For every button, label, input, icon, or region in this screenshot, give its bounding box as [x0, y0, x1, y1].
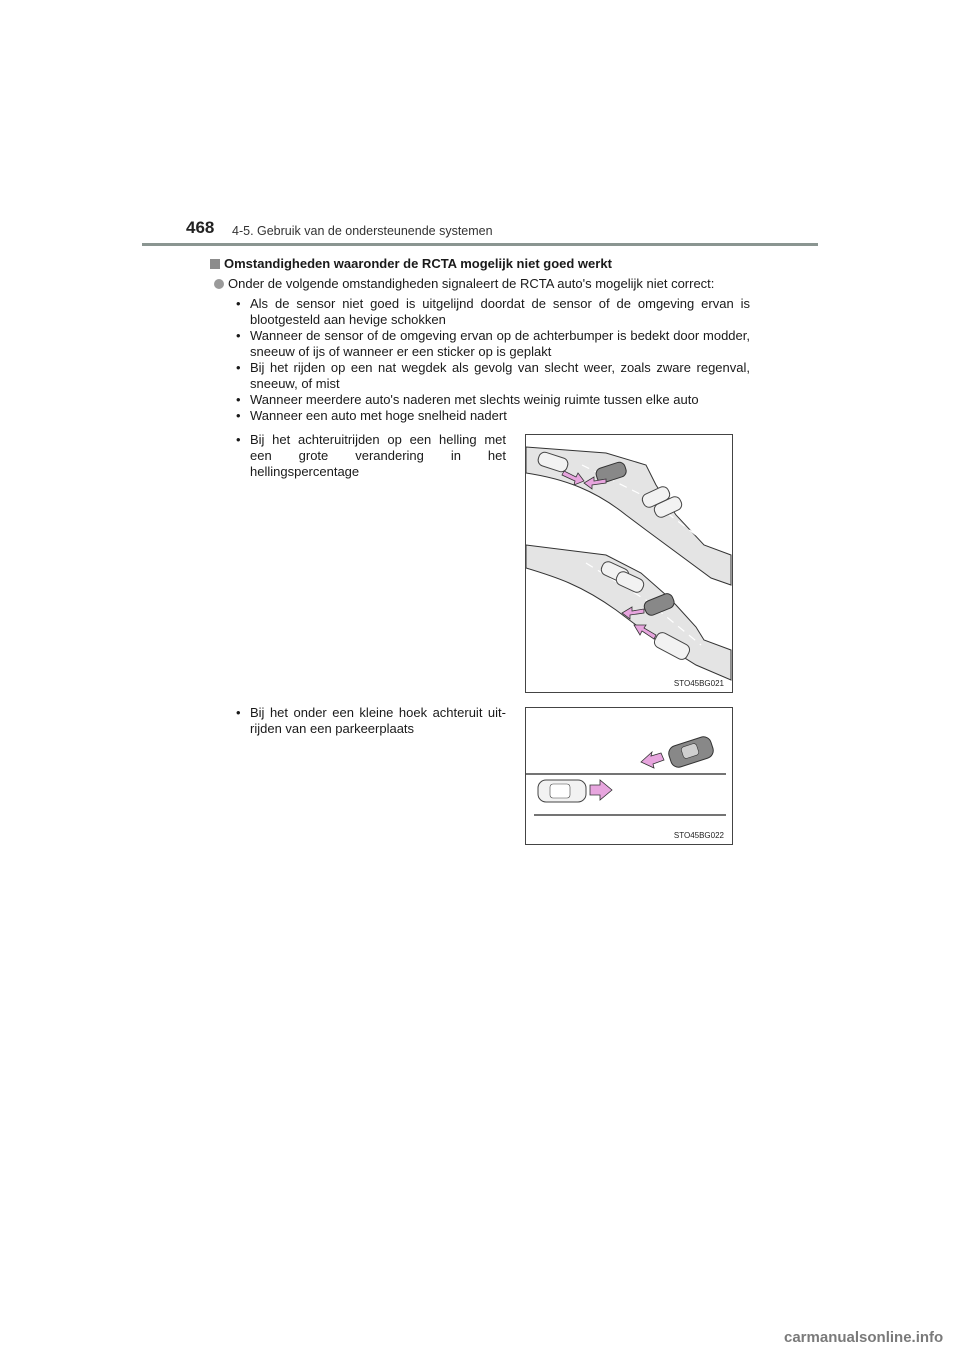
section-title: 4-5. Gebruik van de ondersteunende systemen: [232, 224, 493, 238]
figure-parking-illustration: [525, 707, 733, 845]
header-divider: [142, 243, 818, 246]
intro-text: Onder de volgende omstandigheden signaleert de RCTA auto's mogelijk niet correct:: [228, 276, 715, 291]
watermark: carmanualsonline.info: [784, 1329, 944, 1346]
square-bullet-icon: [210, 259, 220, 269]
list-item: • Wanneer de sensor of de omgeving ervan op de achterbumper is bedekt door modder, sneeuw of ijs of wanneer er een sticker op is geplakt: [236, 328, 750, 360]
figure-code: STO45BG021: [673, 679, 724, 688]
parking-drawing: [526, 708, 734, 846]
figure-code: STO45BG022: [673, 831, 724, 840]
arrow-icon: [590, 752, 664, 800]
condition-list: [236, 296, 750, 424]
figure-1-caption: [236, 432, 506, 480]
heading-text: Omstandigheden waaronder de RCTA mogelijk niet goed werkt: [224, 256, 612, 271]
car-icon: [538, 780, 586, 802]
figure-slope-illustration: [525, 434, 733, 693]
list-item: • Wanneer een auto met hoge snelheid nadert: [236, 408, 750, 424]
list-item: • Bij het achteruitrijden op een helling met een grote verandering in het hellingspercentage: [236, 432, 506, 480]
figure-2-caption: [236, 705, 506, 737]
list-item: • Bij het onder een kleine hoek achteruit uit-rijden van een parkeerplaats: [236, 705, 506, 737]
list-item: • Als de sensor niet goed is uitgelijnd doordat de sensor of de omgeving ervan is blootgesteld aan hevige schokken: [236, 296, 750, 328]
circle-bullet-icon: [214, 279, 224, 289]
page-number: 468: [186, 218, 215, 237]
slope-drawing: [526, 435, 734, 694]
intro-paragraph: [214, 276, 774, 292]
list-item: • Bij het rijden op een nat wegdek als gevolg van slecht weer, zoals zware regenval, sneeuw, of mist: [236, 360, 750, 392]
list-item: • Wanneer meerdere auto's naderen met slechts weinig ruimte tussen elke auto: [236, 392, 750, 408]
car-icon: [667, 735, 716, 770]
section-heading: [210, 256, 612, 271]
